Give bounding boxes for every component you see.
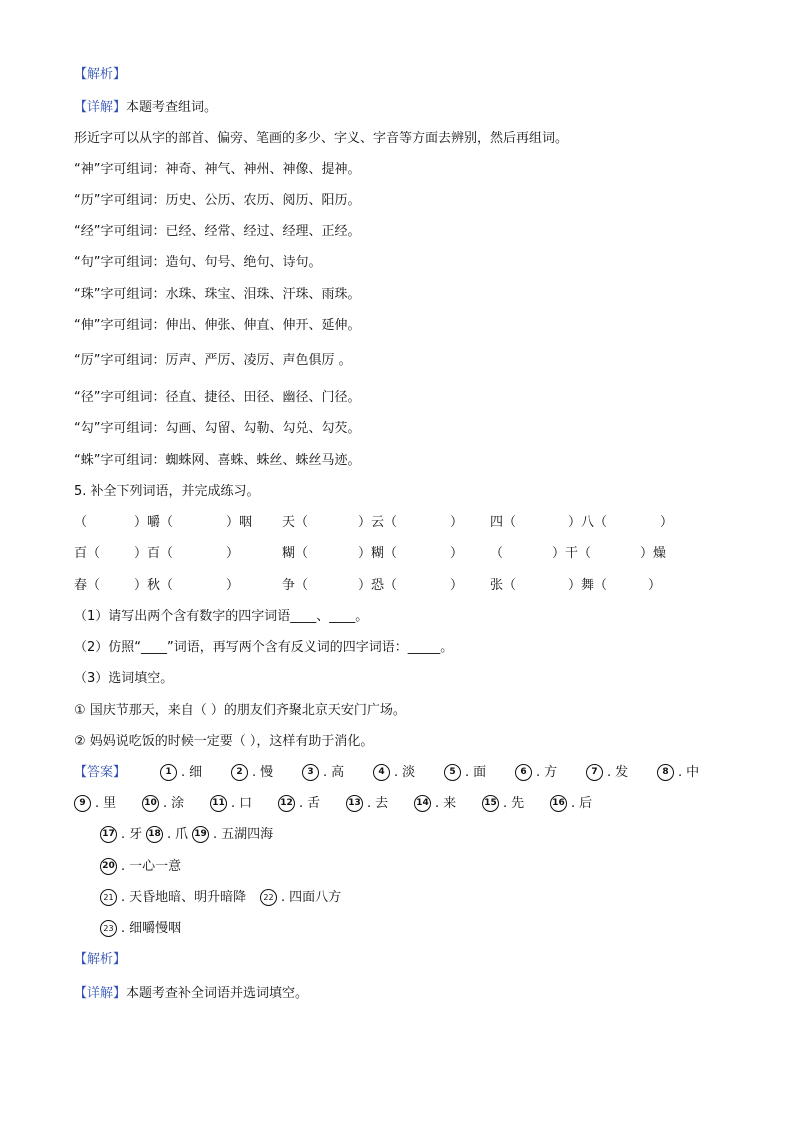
answer-item	[100, 858, 181, 876]
answer-number: 22	[260, 889, 277, 906]
grid-cell: 春（	[74, 578, 101, 593]
answer-text: 去	[375, 796, 389, 811]
answer-item	[657, 764, 699, 782]
answer-text: 面	[473, 765, 487, 780]
answer-dot: .	[367, 796, 372, 811]
answer-dot: .	[121, 890, 126, 905]
grid-cell: ）	[450, 578, 464, 593]
grid-cell: ）舞（	[568, 578, 608, 593]
answer-number: 11	[210, 795, 227, 812]
answer-text: 来	[443, 796, 457, 811]
answer-item	[192, 826, 273, 844]
detail-line	[74, 985, 308, 1003]
grid-cell: 糊（	[282, 546, 309, 561]
grid-cell: （	[74, 515, 88, 530]
answer-dot: .	[281, 890, 286, 905]
answer-dot: .	[121, 827, 126, 842]
grid-cell: ）	[648, 578, 662, 593]
answer-number: 3	[302, 764, 319, 781]
answer-text: 中	[686, 765, 700, 780]
answer-number: 1	[160, 764, 177, 781]
sub-question-2: （2）仿照“____”词语，再写两个含有反义词的四字词语：_____。	[74, 640, 454, 655]
answer-item	[231, 764, 273, 782]
answer-text: 牙	[129, 827, 143, 842]
grid-cell: ）秋（	[134, 578, 174, 593]
answer-number: 10	[142, 795, 159, 812]
answer-text: 一心一意	[129, 859, 182, 874]
grid-cell: ）云（	[358, 515, 398, 530]
fill-sentence-1: ① 国庆节那天，来自（ ）的朋友们齐聚北京天安门广场。	[74, 703, 406, 718]
answer-text: 细	[189, 765, 203, 780]
answer-item	[210, 795, 252, 813]
answer-dot: .	[231, 796, 236, 811]
answer-text: 高	[331, 765, 345, 780]
analysis-heading: 【解析】	[74, 67, 127, 82]
answer-dot: .	[607, 765, 612, 780]
answer-number: 7	[586, 764, 603, 781]
fill-sentence-2: ② 妈妈说吃饭的时候一定要（ ），这样有助于消化。	[74, 734, 374, 749]
intro-text: 形近字可以从字的部首、偏旁、笔画的多少、字义、字音等方面去辨别，然后再组词。	[74, 131, 569, 146]
answer-row	[100, 858, 400, 876]
answer-dot: .	[571, 796, 576, 811]
answer-dot: .	[252, 765, 257, 780]
answer-number: 13	[346, 795, 363, 812]
answer-row	[100, 826, 400, 844]
answer-number: 6	[515, 764, 532, 781]
grid-cell: ）咽	[226, 515, 253, 530]
answer-text: 淡	[402, 765, 416, 780]
answer-dot: .	[213, 827, 218, 842]
grid-cell: 百（	[74, 546, 101, 561]
word-line: “蛛”字可组词：蜘蛛网、喜蛛、蛛丝、蛛丝马迹。	[74, 453, 361, 468]
answer-text: 涂	[171, 796, 185, 811]
answer-number: 17	[100, 826, 117, 843]
answer-dot: .	[299, 796, 304, 811]
answer-row	[100, 920, 400, 938]
answer-text: 四面八方	[289, 890, 342, 905]
detail-tag: 【详解】	[74, 100, 127, 115]
question-title: 5. 补全下列词语，并完成练习。	[74, 484, 260, 499]
answer-item	[302, 764, 344, 782]
word-line: “神”字可组词：神奇、神气、神州、神像、提神。	[74, 162, 361, 177]
answer-dot: .	[121, 921, 126, 936]
grid-cell: 张（	[490, 578, 517, 593]
detail-text: 本题考查补全词语并选词填空。	[126, 986, 309, 1001]
grid-cell: ）	[450, 515, 464, 530]
answer-item	[74, 795, 116, 813]
answer-dot: .	[678, 765, 683, 780]
answer-text: 里	[103, 796, 117, 811]
answer-tag: 【答案】	[74, 765, 127, 780]
answer-number: 14	[414, 795, 431, 812]
answer-item	[146, 826, 188, 844]
grid-cell: ）干（	[552, 546, 592, 561]
answer-number: 12	[278, 795, 295, 812]
answer-number: 16	[550, 795, 567, 812]
answer-item	[160, 764, 202, 782]
analysis-heading: 【解析】	[74, 952, 127, 967]
word-line: “句”字可组词：造句、句号、绝句、诗句。	[74, 255, 322, 270]
grid-cell: ）燥	[640, 546, 667, 561]
answer-number: 23	[100, 920, 117, 937]
answer-item	[346, 795, 388, 813]
answer-text: 方	[544, 765, 558, 780]
grid-cell: 争（	[282, 578, 309, 593]
answer-text: 细嚼慢咽	[129, 921, 182, 936]
answer-item	[100, 826, 142, 844]
detail-text: 本题考查组词。	[126, 100, 218, 115]
answer-dot: .	[536, 765, 541, 780]
answer-number: 2	[231, 764, 248, 781]
answer-number: 4	[373, 764, 390, 781]
answer-dot: .	[181, 765, 186, 780]
grid-cell: 天（	[282, 515, 309, 530]
answer-number: 19	[192, 826, 209, 843]
answer-row	[160, 764, 730, 782]
answer-number: 5	[444, 764, 461, 781]
answer-dot: .	[435, 796, 440, 811]
grid-cell: ）	[226, 578, 240, 593]
answer-dot: .	[394, 765, 399, 780]
answer-dot: .	[167, 827, 172, 842]
answer-item	[550, 795, 592, 813]
detail-line	[74, 99, 217, 117]
answer-dot: .	[503, 796, 508, 811]
grid-cell: ）	[450, 546, 464, 561]
answer-number: 21	[100, 889, 117, 906]
answer-dot: .	[323, 765, 328, 780]
grid-cell: ）	[660, 515, 674, 530]
grid-cell: ）	[226, 546, 240, 561]
answer-number: 8	[657, 764, 674, 781]
answer-item	[586, 764, 628, 782]
answer-text: 发	[615, 765, 629, 780]
sub-question-1: （1）请写出两个含有数字的四字词语____、____。	[74, 609, 369, 624]
answer-item	[100, 889, 246, 907]
answer-item	[414, 795, 456, 813]
answer-number: 9	[74, 795, 91, 812]
answer-dot: .	[163, 796, 168, 811]
word-line: “历”字可组词：历史、公历、农历、阅历、阳历。	[74, 193, 361, 208]
word-line: “径”字可组词：径直、捷径、田径、幽径、门径。	[74, 390, 361, 405]
answer-item	[515, 764, 557, 782]
answer-item	[482, 795, 524, 813]
answer-text: 后	[579, 796, 593, 811]
grid-cell: ）嚼（	[134, 515, 174, 530]
answer-item	[373, 764, 415, 782]
detail-tag: 【详解】	[74, 986, 127, 1001]
grid-cell: ）八（	[568, 515, 608, 530]
answer-dot: .	[95, 796, 100, 811]
answer-number: 15	[482, 795, 499, 812]
answer-text: 爪	[175, 827, 189, 842]
grid-cell: ）恐（	[358, 578, 398, 593]
grid-cell: ）糊（	[358, 546, 398, 561]
answer-item	[100, 920, 181, 938]
answer-item	[142, 795, 184, 813]
answer-row	[100, 889, 400, 907]
answer-text: 慢	[260, 765, 274, 780]
answer-item	[444, 764, 486, 782]
word-line: “伸”字可组词：伸出、伸张、伸直、伸开、延伸。	[74, 318, 361, 333]
answer-number: 18	[146, 826, 163, 843]
answer-text: 五湖四海	[221, 827, 274, 842]
sub-question-3: （3）选词填空。	[74, 671, 174, 686]
answer-number: 20	[100, 858, 117, 875]
answer-text: 口	[239, 796, 253, 811]
word-line: “勾”字可组词：勾画、勾留、勾勒、勾兑、勾芡。	[74, 421, 361, 436]
answer-dot: .	[121, 859, 126, 874]
grid-cell: ）百（	[134, 546, 174, 561]
answer-item	[278, 795, 320, 813]
answer-text: 舌	[307, 796, 321, 811]
answer-dot: .	[465, 765, 470, 780]
word-line: “经”字可组词：已经、经常、经过、经理、正经。	[74, 224, 361, 239]
answer-text: 先	[511, 796, 525, 811]
answer-item	[260, 889, 341, 907]
grid-cell: （	[490, 546, 504, 561]
word-line: “厉”字可组词：厉声、严厉、凌厉、声色俱厉 。	[74, 353, 352, 368]
answer-text: 天昏地暗、明升暗降	[129, 890, 247, 905]
answer-row	[74, 795, 614, 813]
grid-cell: 四（	[490, 515, 517, 530]
word-line: “珠”字可组词：水珠、珠宝、泪珠、汗珠、雨珠。	[74, 287, 361, 302]
